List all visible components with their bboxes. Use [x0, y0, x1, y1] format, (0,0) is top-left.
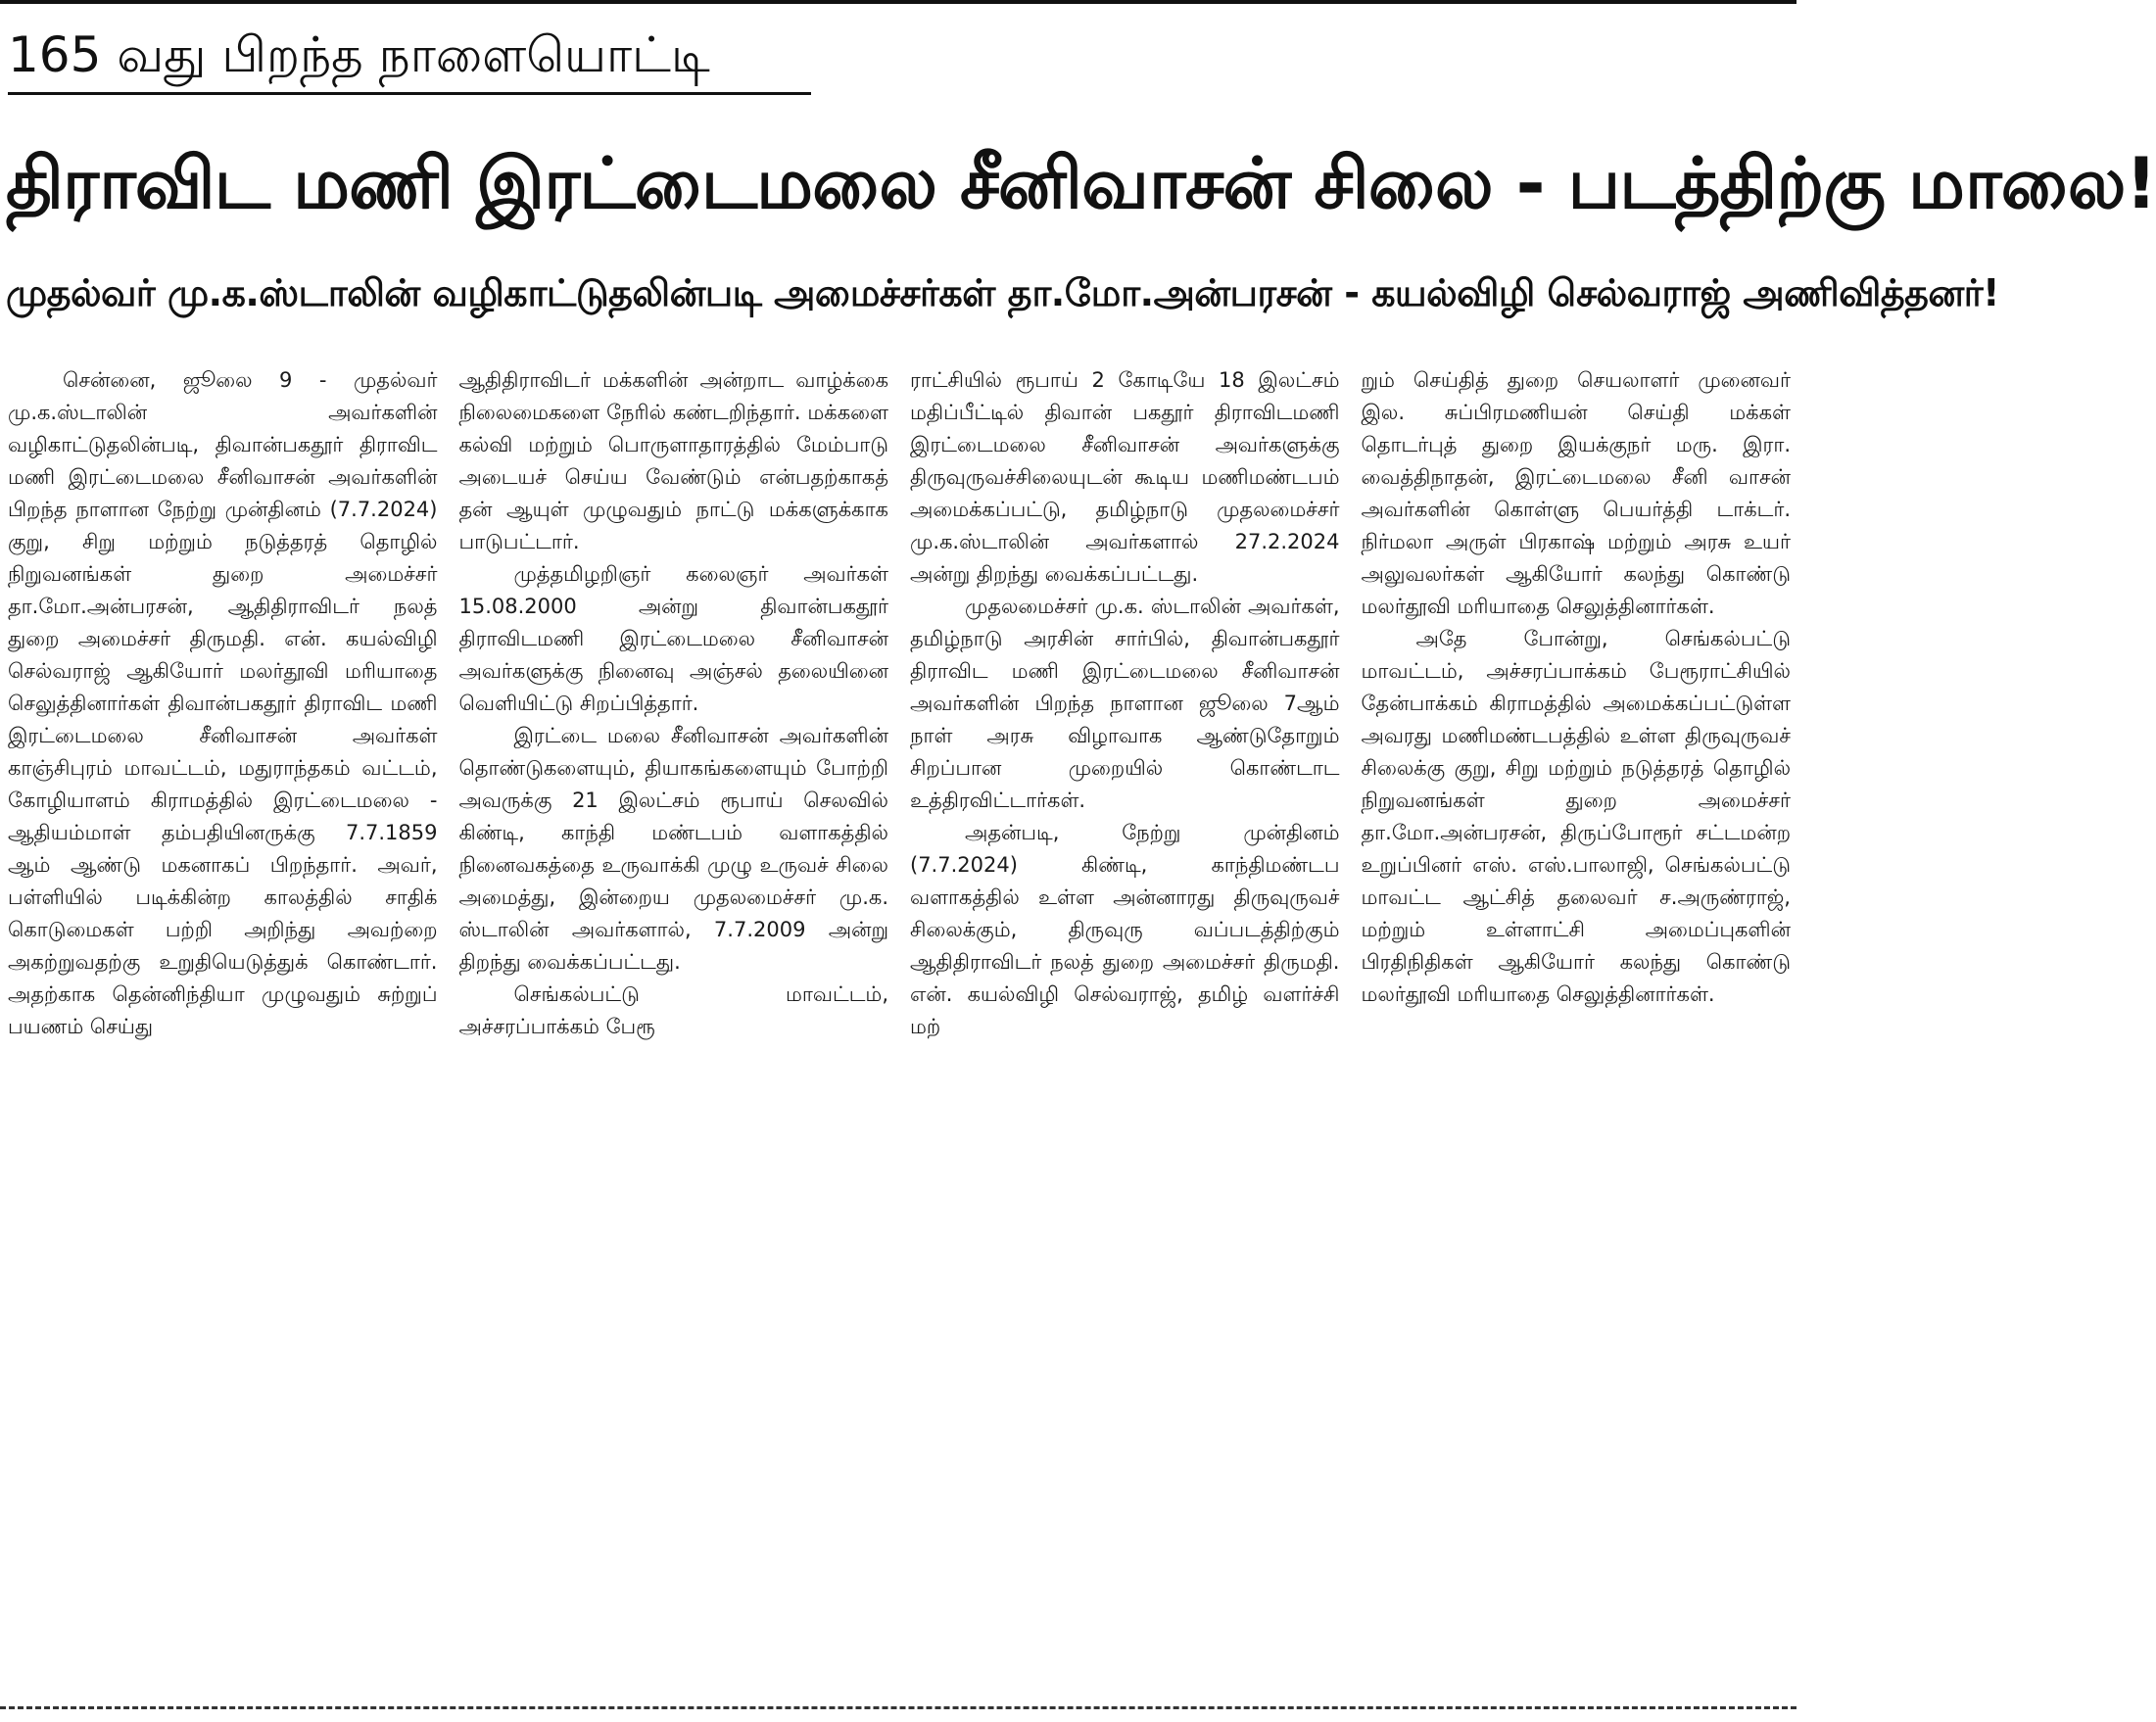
paragraph: ஆதிதிராவிடர் மக்களின் அன்றாட வாழ்க்கை நிலைமைகளை நேரில் கண்டறிந்தார். மக்களை கல்வி மற்றும் பொருளாதாரத்தில் மேம்பாடு அடையச் செய்ய வேண்டும் என்பதற்காகத் தன் ஆயுள் முழுவதும் நாட்டு மக்களுக்காக பாடுபட்டார்.	[458, 368, 888, 553]
paragraph: முதலமைச்சர் மு.க. ஸ்டாலின் அவர்கள், தமிழ்நாடு அரசின் சார்பில், திவான்பகதூர் திராவிட மணி இரட்டைமலை சீனிவாசன் அவர்களின் பிறந்த நாளான ஜூலை 7ஆம் நாள் அரசு விழாவாக ஆண்டுதோறும் சிறப்பான முறையில் கொண்டாட உத்திரவிட்டார்கள்.	[910, 595, 1340, 812]
top-rule	[0, 0, 1797, 4]
paragraph: இரட்டை மலை சீனிவாசன் அவர்களின் தொண்டுகளையும், தியாகங்களையும் போற்றி அவருக்கு 21 இலட்சம் ரூபாய் செலவில் கிண்டி, காந்தி மண்டபம் வளாகத்தில் நினைவகத்தை உருவாக்கி முழு உருவச் சிலை அமைத்து, இன்றைய முதலமைச்சர் மு.க. ஸ்டாலின் அவர்களால், 7.7.2009 அன்று திறந்து வைக்கப்பட்டது.	[458, 724, 888, 974]
article-column-4	[1362, 364, 1792, 1689]
paragraph: றும் செய்தித் துறை செயலாளர் முனைவர் இல. சுப்பிரமணியன் செய்தி மக்கள் தொடர்புத் துறை இயக்குநர் மரு. இரா. வைத்திநாதன், இரட்டைமலை சீனி வாசன் அவர்களின் கொள்ளு பெயர்த்தி டாக்டர். நிர்மலா அருள் பிரகாஷ் மற்றும் அரசு உயர் அலுவலர்கள் ஆகியோர் கலந்து கொண்டு மலர்தூவி மரியாதை செலுத்தினார்கள்.	[1361, 368, 1791, 618]
paragraph: அதன்படி, நேற்று முன்தினம் (7.7.2024) கிண்டி, காந்திமண்டப வளாகத்தில் உள்ள அன்னாரது திருவுருவச் சிலைக்கும், திருவுரு வப்படத்திற்கும் ஆதிதிராவிடர் நலத் துறை அமைச்சர் திருமதி. என். கயல்விழி செல்வராஜ், தமிழ் வளர்ச்சி மற்	[910, 821, 1340, 1038]
bottom-dashed-rule	[0, 1706, 1797, 1709]
article-column-3	[910, 364, 1340, 1689]
article-body	[8, 364, 1791, 1689]
paragraph: அதே போன்று, செங்கல்பட்டு மாவட்டம், அச்சரப்பாக்கம் பேரூராட்சியில் தேன்பாக்கம் கிராமத்தில் அமைக்கப்பட்டுள்ள அவரது மணிமண்டபத்தில் உள்ள திருவுருவச் சிலைக்கு குறு, சிறு மற்றும் நடுத்தரத் தொழில் நிறுவனங்கள் துறை அமைச்சர் தா.மோ.அன்பரசன், திருப்போரூர் சட்டமன்ற உறுப்பினர் எஸ். எஸ்.பாலாஜி, செங்கல்பட்டு மாவட்ட ஆட்சித் தலைவர் ச.அருண்ராஜ், மற்றும் உள்ளாட்சி அமைப்புகளின் பிரதிநிதிகள் ஆகியோர் கலந்து கொண்டு மலர்தூவி மரியாதை செலுத்தினார்கள்.	[1361, 627, 1791, 1006]
paragraph: முத்தமிழறிஞர் கலைஞர் அவர்கள் 15.08.2000 அன்று திவான்பகதூர் திராவிடமணி இரட்டைமலை சீனிவாசன் அவர்களுக்கு நினைவு அஞ்சல் தலையினை வெளியிட்டு சிறப்பித்தார்.	[458, 562, 888, 715]
article-column-2	[459, 364, 889, 1689]
article-subheadline: முதல்வர் மு.க.ஸ்டாலின் வழிகாட்டுதலின்படி அமைச்சர்கள் தா.மோ.அன்பரசன் - கயல்விழி செல்வராஜ் அணிவித்தனர்!	[6, 271, 1999, 314]
paragraph: செங்கல்பட்டு மாவட்டம், அச்சரப்பாக்கம் பேரூ	[458, 982, 888, 1038]
paragraph: சென்னை, ஜூலை 9 - முதல்வர் மு.க.ஸ்டாலின் அவர்களின் வழிகாட்டுதலின்படி, திவான்பகதூர் திராவிட மணி இரட்டைமலை சீனிவாசன் அவர்களின் பிறந்த நாளான நேற்று முன்தினம் (7.7.2024) குறு, சிறு மற்றும் நடுத்தரத் தொழில் நிறுவனங்கள் துறை அமைச்சர் தா.மோ.அன்பரசன், ஆதிதிராவிடர் நலத் துறை அமைச்சர் திருமதி. என். கயல்விழி செல்வராஜ் ஆகியோர் மலர்தூவி மரியாதை செலுத்தினார்கள் திவான்பகதூர் திராவிட மணி இரட்டைமலை சீனிவாசன் அவர்கள் காஞ்சிபுரம் மாவட்டம், மதுராந்தகம் வட்டம், கோழியாளம் கிராமத்தில் இரட்டைமலை - ஆதியம்மாள் தம்பதியினருக்கு 7.7.1859 ஆம் ஆண்டு மகனாகப் பிறந்தார். அவர், பள்ளியில் படிக்கின்ற காலத்தில் சாதிக் கொடுமைகள் பற்றி அறிந்து அவற்றை அகற்றுவதற்கு உறுதியெடுத்துக் கொண்டார். அதற்காக தென்னிந்தியா முழுவதும் சுற்றுப் பயணம் செய்து	[8, 368, 438, 1038]
article-headline: திராவிட மணி இரட்டைமலை சீனிவாசன் சிலை - படத்திற்கு மாலை!	[6, 142, 2156, 224]
article-column-1	[8, 364, 438, 1689]
article-kicker: 165 வது பிறந்த நாளையொட்டி	[8, 18, 811, 95]
paragraph: ராட்சியில் ரூபாய் 2 கோடியே 18 இலட்சம் மதிப்பீட்டில் திவான் பகதூர் திராவிடமணி இரட்டைமலை சீனிவாசன் அவர்களுக்கு திருவுருவச்சிலையுடன் கூடிய மணிமண்டபம் அமைக்கப்பட்டு, தமிழ்நாடு முதலமைச்சர் மு.க.ஸ்டாலின் அவர்களால் 27.2.2024 அன்று திறந்து வைக்கப்பட்டது.	[910, 368, 1340, 586]
